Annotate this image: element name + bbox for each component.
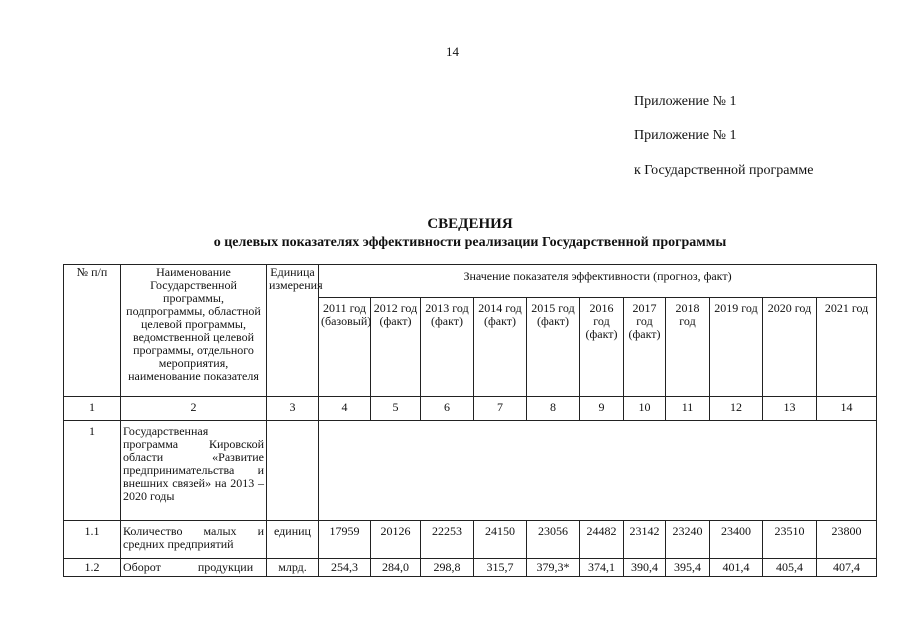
row-num: 1	[64, 421, 121, 521]
header-year: 2015 год (факт)	[527, 298, 580, 397]
indicators-table	[63, 264, 877, 577]
header-year: 2013 год (факт)	[421, 298, 474, 397]
appendix-line-2: Приложение № 1	[634, 128, 737, 143]
value-cell: 284,0	[371, 559, 421, 577]
header-num: № п/п	[64, 265, 121, 397]
row-unit	[267, 421, 319, 521]
value-cell: 407,4	[817, 559, 877, 577]
value-cell: 374,1	[580, 559, 624, 577]
table-row	[64, 559, 877, 577]
table-row	[64, 521, 877, 559]
value-cell: 23400	[710, 521, 763, 559]
value-cell: 23056	[527, 521, 580, 559]
value-cell: 23800	[817, 521, 877, 559]
row-num: 1.1	[64, 521, 121, 559]
column-number: 8	[527, 397, 580, 421]
column-number: 12	[710, 397, 763, 421]
header-unit: Единица измерения	[267, 265, 319, 397]
value-cell: 401,4	[710, 559, 763, 577]
appendix-line-3: к Государственной программе	[634, 163, 814, 178]
header-name: Наименование Государственной программы, подпрограммы, областной целевой программы, ведомственной целевой программы, отдельного мероприятия, наименование показателя	[121, 265, 267, 397]
header-year: 2017 год (факт)	[624, 298, 666, 397]
value-cell: 17959	[319, 521, 371, 559]
header-year: 2019 год	[710, 298, 763, 397]
value-cell: 315,7	[474, 559, 527, 577]
document-subtitle: о целевых показателях эффективности реализации Государственной программы	[213, 235, 727, 250]
header-year: 2018 год	[666, 298, 710, 397]
value-cell: 20126	[371, 521, 421, 559]
value-cell: 379,3*	[527, 559, 580, 577]
column-number: 11	[666, 397, 710, 421]
header-year: 2014 год (факт)	[474, 298, 527, 397]
column-number: 1	[64, 397, 121, 421]
column-number: 9	[580, 397, 624, 421]
header-year: 2011 год (базовый)	[319, 298, 371, 397]
header-year: 2016 год (факт)	[580, 298, 624, 397]
value-cell: 254,3	[319, 559, 371, 577]
value-cell: 405,4	[763, 559, 817, 577]
document-title: СВЕДЕНИЯ	[427, 216, 513, 232]
column-number: 14	[817, 397, 877, 421]
column-number: 4	[319, 397, 371, 421]
row-unit: единиц	[267, 521, 319, 559]
row-values-empty	[319, 421, 877, 521]
row-unit: млрд.	[267, 559, 319, 577]
value-cell: 298,8	[421, 559, 474, 577]
column-number: 2	[121, 397, 267, 421]
column-number: 5	[371, 397, 421, 421]
column-number: 7	[474, 397, 527, 421]
value-cell: 390,4	[624, 559, 666, 577]
page-number: 14	[446, 44, 459, 59]
value-cell: 24150	[474, 521, 527, 559]
value-cell: 22253	[421, 521, 474, 559]
row-num: 1.2	[64, 559, 121, 577]
value-cell: 24482	[580, 521, 624, 559]
value-cell: 23142	[624, 521, 666, 559]
appendix-line-1: Приложение № 1	[634, 94, 737, 109]
value-cell: 23240	[666, 521, 710, 559]
row-name: Количество малых и средних предприятий	[121, 521, 267, 559]
header-year: 2021 год	[817, 298, 877, 397]
column-number: 10	[624, 397, 666, 421]
column-number: 6	[421, 397, 474, 421]
table-row	[64, 421, 877, 521]
row-name: Оборот продукции	[121, 559, 267, 577]
header-year: 2012 год (факт)	[371, 298, 421, 397]
column-number: 13	[763, 397, 817, 421]
header-year: 2020 год	[763, 298, 817, 397]
value-cell: 395,4	[666, 559, 710, 577]
column-number: 3	[267, 397, 319, 421]
row-name: Государственная программа Кировской области «Развитие предпринимательства и внешних связей» на 2013 – 2020 годы	[121, 421, 267, 521]
header-values: Значение показателя эффективности (прогноз, факт)	[319, 265, 877, 298]
value-cell: 23510	[763, 521, 817, 559]
